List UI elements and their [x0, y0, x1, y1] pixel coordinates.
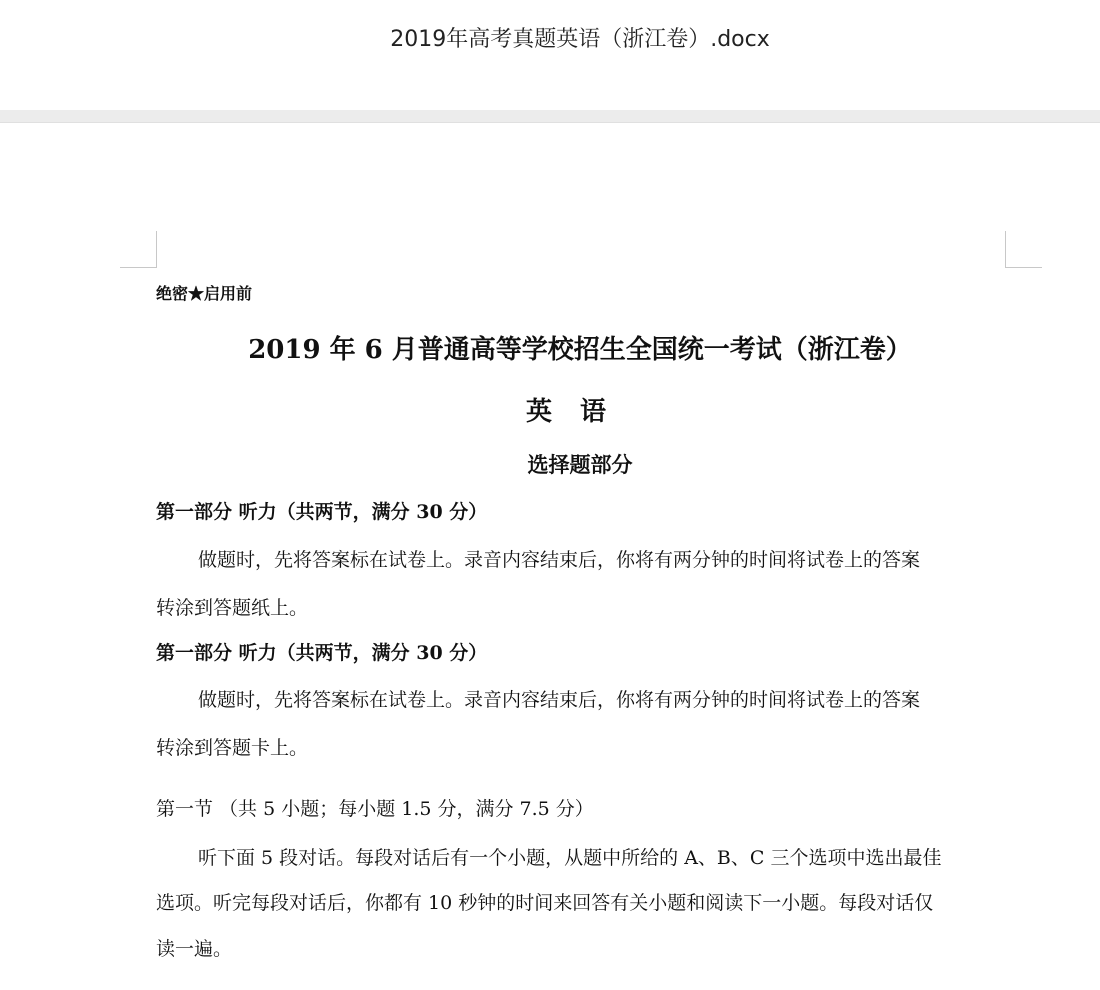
paragraph-line: 转涂到答题卡上。: [156, 737, 309, 759]
document-title: 2019年高考真题英语（浙江卷）.docx: [390, 27, 770, 52]
subsection-heading: 第一节 （共 5 小题；每小题 1.5 分，满分 7.5 分）: [156, 798, 594, 820]
paragraph-line: 读一遍。: [156, 938, 233, 960]
subject-title: 英语: [525, 397, 634, 427]
paragraph-line: 选项。听完每段对话后，你都有 10 秒钟的时间来回答有关小题和阅读下一小题。每段对话仅: [156, 892, 934, 914]
document-page[interactable]: [0, 123, 1100, 990]
section-heading: 第一部分 听力（共两节，满分 30 分）: [156, 501, 488, 523]
paragraph-line: 转涂到答题纸上。: [156, 597, 309, 619]
section-heading: 第一部分 听力（共两节，满分 30 分）: [156, 642, 488, 664]
confidential-label: 绝密★启用前: [156, 284, 253, 303]
part-header: 选择题部分: [527, 452, 633, 477]
title-bar: [0, 0, 1100, 110]
paragraph-line: 做题时，先将答案标在试卷上。录音内容结束后，你将有两分钟的时间将试卷上的答案: [198, 549, 921, 571]
paragraph-line: 听下面 5 段对话。每段对话后有一个小题，从题中所给的 A、B、C 三个选项中选出最佳: [198, 847, 942, 869]
margin-corner-top-right: [1005, 231, 1042, 268]
margin-corner-top-left: [120, 231, 157, 268]
exam-title: 2019 年 6 月普通高等学校招生全国统一考试（浙江卷）: [248, 335, 912, 365]
toolbar-separator: [0, 110, 1100, 123]
paragraph-line: 做题时，先将答案标在试卷上。录音内容结束后，你将有两分钟的时间将试卷上的答案: [198, 689, 921, 711]
